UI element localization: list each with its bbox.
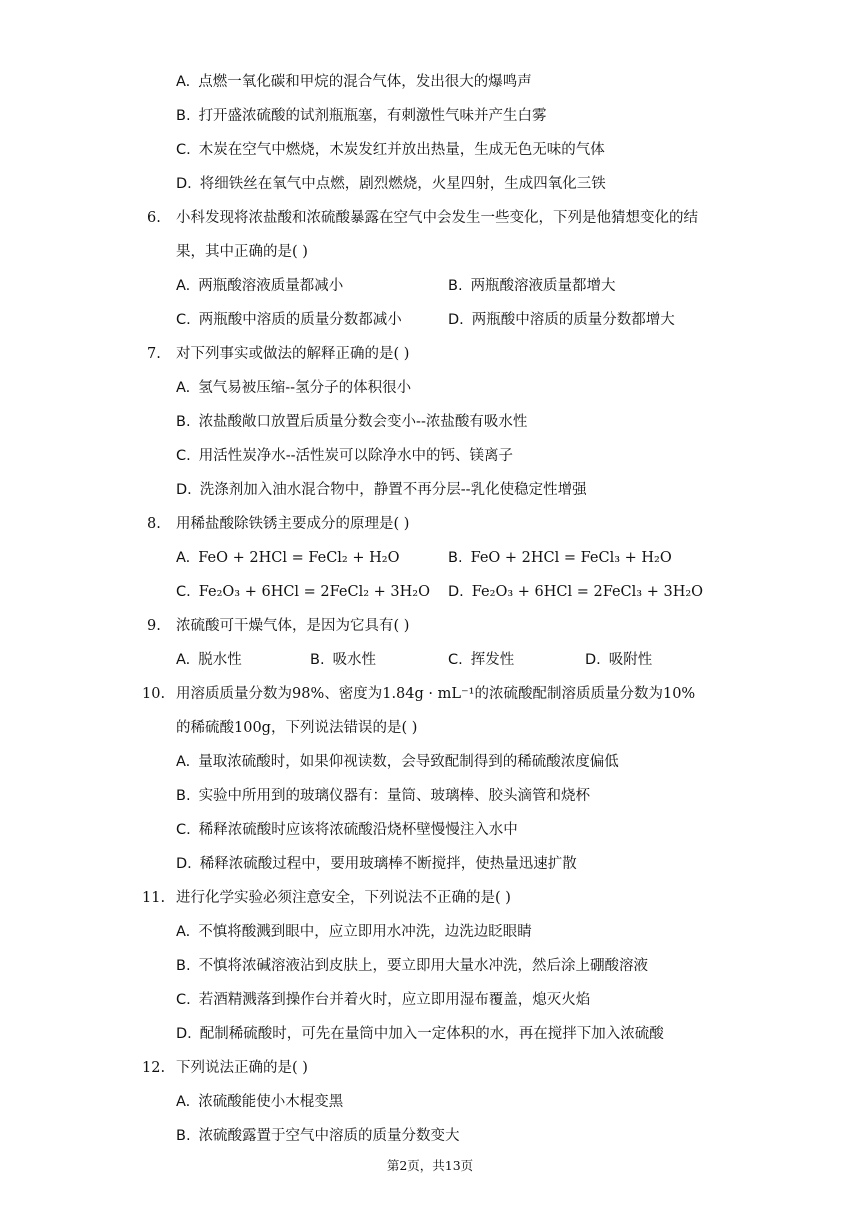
q8-option-d: D. Fe₂O₃ + 6HCl = 2FeCl₃ + 3H₂O bbox=[448, 584, 704, 600]
q12-stem: 下列说法正确的是( ) bbox=[176, 1060, 308, 1076]
q5-option-d: D. 将细铁丝在氧气中点燃，剧烈燃烧，火星四射，生成四氧化三铁 bbox=[176, 176, 606, 192]
q7-number: 7. bbox=[147, 346, 161, 362]
q8-option-b: B. FeO + 2HCl = FeCl₃ + H₂O bbox=[448, 550, 672, 566]
q9-option-d: D. 吸附性 bbox=[585, 652, 653, 668]
q7-option-d: D. 洗涤剂加入油水混合物中，静置不再分层--乳化使稳定性增强 bbox=[176, 482, 587, 498]
q7-option-b: B. 浓盐酸敞口放置后质量分数会变小--浓盐酸有吸水性 bbox=[176, 414, 528, 430]
q6-option-b: B. 两瓶酸溶液质量都增大 bbox=[448, 278, 616, 294]
page-footer: 第2页，共13页 bbox=[386, 1158, 474, 1173]
q11-option-d: D. 配制稀硫酸时，可先在量筒中加入一定体积的水，再在搅拌下加入浓硫酸 bbox=[176, 1026, 664, 1042]
q11-stem: 进行化学实验必须注意安全，下列说法不正确的是( ) bbox=[176, 890, 511, 906]
q11-option-c: C. 若酒精溅落到操作台并着火时，应立即用湿布覆盖，熄灭火焰 bbox=[176, 992, 591, 1008]
q10-option-d: D. 稀释浓硫酸过程中，要用玻璃棒不断搅拌，使热量迅速扩散 bbox=[176, 856, 577, 872]
q9-option-c: C. 挥发性 bbox=[448, 652, 515, 668]
q5-option-a: A. 点燃一氧化碳和甲烷的混合气体，发出很大的爆鸣声 bbox=[176, 74, 532, 90]
q9-option-b: B. 吸水性 bbox=[310, 652, 377, 668]
q7-stem: 对下列事实或做法的解释正确的是( ) bbox=[176, 346, 410, 362]
q10-option-a: A. 量取浓硫酸时，如果仰视读数，会导致配制得到的稀硫酸浓度偏低 bbox=[176, 754, 619, 770]
q11-option-b: B. 不慎将浓碱溶液沾到皮肤上，要立即用大量水冲洗，然后涂上硼酸溶液 bbox=[176, 958, 649, 974]
q6-option-d: D. 两瓶酸中溶质的质量分数都增大 bbox=[448, 312, 675, 328]
q6-option-c: C. 两瓶酸中溶质的质量分数都减小 bbox=[176, 312, 402, 328]
q9-stem: 浓硫酸可干燥气体，是因为它具有( ) bbox=[176, 618, 410, 634]
q10-option-c: C. 稀释浓硫酸时应该将浓硫酸沿烧杯壁慢慢注入水中 bbox=[176, 822, 518, 838]
q11-number: 11. bbox=[142, 890, 166, 906]
q6-option-a: A. 两瓶酸溶液质量都减小 bbox=[176, 278, 344, 294]
q8-option-a: A. FeO + 2HCl = FeCl₂ + H₂O bbox=[176, 550, 400, 566]
q10-option-b: B. 实验中所用到的玻璃仪器有：量筒、玻璃棒、胶头滴管和烧杯 bbox=[176, 788, 591, 804]
q9-number: 9. bbox=[147, 618, 161, 634]
q8-stem: 用稀盐酸除铁锈主要成分的原理是( ) bbox=[176, 516, 410, 532]
q12-option-b: B. 浓硫酸露置于空气中溶质的质量分数变大 bbox=[176, 1128, 460, 1144]
q9-option-a: A. 脱水性 bbox=[176, 652, 242, 668]
q7-option-c: C. 用活性炭净水--活性炭可以除净水中的钙、镁离子 bbox=[176, 448, 514, 464]
q8-number: 8. bbox=[147, 516, 161, 532]
q10-stem: 用溶质质量分数为98%、密度为1.84g · mL⁻¹的浓硫酸配制溶质质量分数为10% bbox=[176, 686, 696, 702]
q5-option-c: C. 木炭在空气中燃烧，木炭发红并放出热量，生成无色无味的气体 bbox=[176, 142, 605, 158]
q6-stem-cont: 果，其中正确的是( ) bbox=[176, 244, 308, 260]
q6-stem: 小科发现将浓盐酸和浓硫酸暴露在空气中会发生一些变化，下列是他猜想变化的结 bbox=[176, 210, 698, 226]
q5-option-b: B. 打开盛浓硫酸的试剂瓶瓶塞，有刺激性气味并产生白雾 bbox=[176, 108, 547, 124]
q8-option-c: C. Fe₂O₃ + 6HCl = 2FeCl₂ + 3H₂O bbox=[176, 584, 430, 600]
q6-number: 6. bbox=[147, 210, 161, 226]
q10-stem-cont: 的稀硫酸100g，下列说法错误的是( ) bbox=[176, 720, 418, 736]
q11-option-a: A. 不慎将酸溅到眼中，应立即用水冲洗，边洗边眨眼睛 bbox=[176, 924, 532, 940]
q7-option-a: A. 氢气易被压缩--氢分子的体积很小 bbox=[176, 380, 412, 396]
q10-number: 10. bbox=[142, 686, 166, 702]
q12-option-a: A. 浓硫酸能使小木棍变黑 bbox=[176, 1094, 344, 1110]
q12-number: 12. bbox=[142, 1060, 166, 1076]
